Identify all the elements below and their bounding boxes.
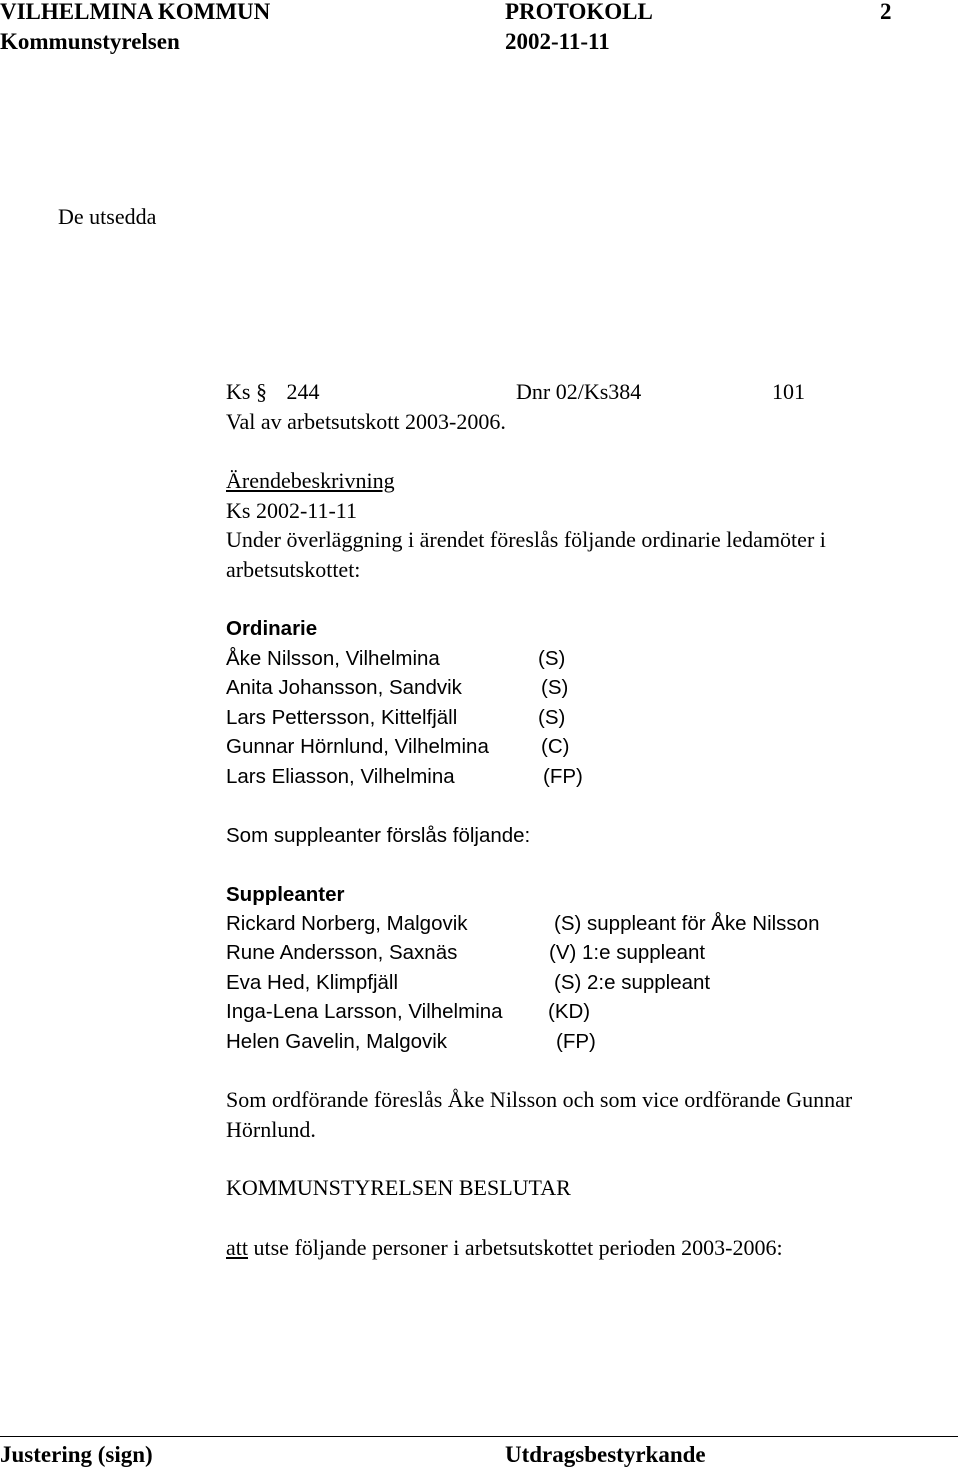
ordinarie-party: (S) xyxy=(538,647,566,670)
suppleant-party: (S) suppleant för Åke Nilsson xyxy=(554,912,820,935)
chair-line2: Hörnlund. xyxy=(226,1117,316,1142)
chair-line1: Som ordförande föreslås Åke Nilsson och som vice ordförande Gunnar xyxy=(226,1087,853,1112)
ordinarie-name: Anita Johansson, Sandvik xyxy=(226,676,462,699)
description-text-line1: Under överläggning i ärendet föreslås följande ordinarie ledamöter i xyxy=(226,527,826,552)
description-text-line2: arbetsutskottet: xyxy=(226,557,361,582)
suppleant-name: Inga-Lena Larsson, Vilhelmina xyxy=(226,1000,503,1023)
decision-att: att xyxy=(226,1235,248,1260)
description-heading: Ärendebeskrivning xyxy=(226,468,395,493)
suppleant-party: (KD) xyxy=(548,1000,591,1023)
suppleant-party: (S) 2:e suppleant xyxy=(554,971,711,994)
header-date: 2002-11-11 xyxy=(505,29,610,54)
description-ks-date: Ks 2002-11-11 xyxy=(226,498,357,523)
case-dnr: Dnr 02/Ks384 xyxy=(516,379,642,404)
decision-body: utse följande personer i arbetsutskottet perioden 2003-2006: xyxy=(248,1235,783,1260)
footer-justering: Justering (sign) xyxy=(0,1442,153,1467)
footer-utdrag: Utdragsbestyrkande xyxy=(505,1442,706,1467)
suppleant-party: (V) 1:e suppleant xyxy=(549,941,706,964)
ordinarie-party: (FP) xyxy=(543,765,583,788)
decision-heading: KOMMUNSTYRELSEN BESLUTAR xyxy=(226,1175,571,1200)
ks-label: Ks xyxy=(226,379,251,404)
ordinarie-party: (S) xyxy=(541,676,569,699)
suppleant-name: Rickard Norberg, Malgovik xyxy=(226,912,468,935)
header-municipality: VILHELMINA KOMMUN xyxy=(0,0,271,24)
suppleant-name: Eva Hed, Klimpfjäll xyxy=(226,971,399,994)
margin-note: De utsedda xyxy=(58,204,157,229)
ks-number: 244 xyxy=(286,379,320,404)
ordinarie-party: (S) xyxy=(538,706,566,729)
header-doc-type: PROTOKOLL xyxy=(505,0,653,24)
section-sign: § xyxy=(255,379,267,404)
ordinarie-heading: Ordinarie xyxy=(226,617,318,640)
suppleant-name: Rune Andersson, Saxnäs xyxy=(226,941,458,964)
ordinarie-name: Åke Nilsson, Vilhelmina xyxy=(226,647,440,670)
footer-rule xyxy=(0,1436,958,1437)
case-code: 101 xyxy=(772,379,805,404)
case-title: Val av arbetsutskott 2003-2006. xyxy=(226,409,506,434)
ordinarie-name: Lars Eliasson, Vilhelmina xyxy=(226,765,455,788)
suppleant-party: (FP) xyxy=(556,1030,596,1053)
ordinarie-name: Gunnar Hörnlund, Vilhelmina xyxy=(226,735,489,758)
header-body: Kommunstyrelsen xyxy=(0,29,180,54)
ordinarie-party: (C) xyxy=(541,735,570,758)
decision-text xyxy=(226,1233,783,1263)
header-page-number: 2 xyxy=(880,0,892,24)
suppleanter-intro: Som suppleanter förslås följande: xyxy=(226,824,531,847)
suppleant-name: Helen Gavelin, Malgovik xyxy=(226,1030,448,1053)
case-ks-label xyxy=(226,377,319,407)
ordinarie-name: Lars Pettersson, Kittelfjäll xyxy=(226,706,458,729)
suppleanter-heading: Suppleanter xyxy=(226,883,345,906)
